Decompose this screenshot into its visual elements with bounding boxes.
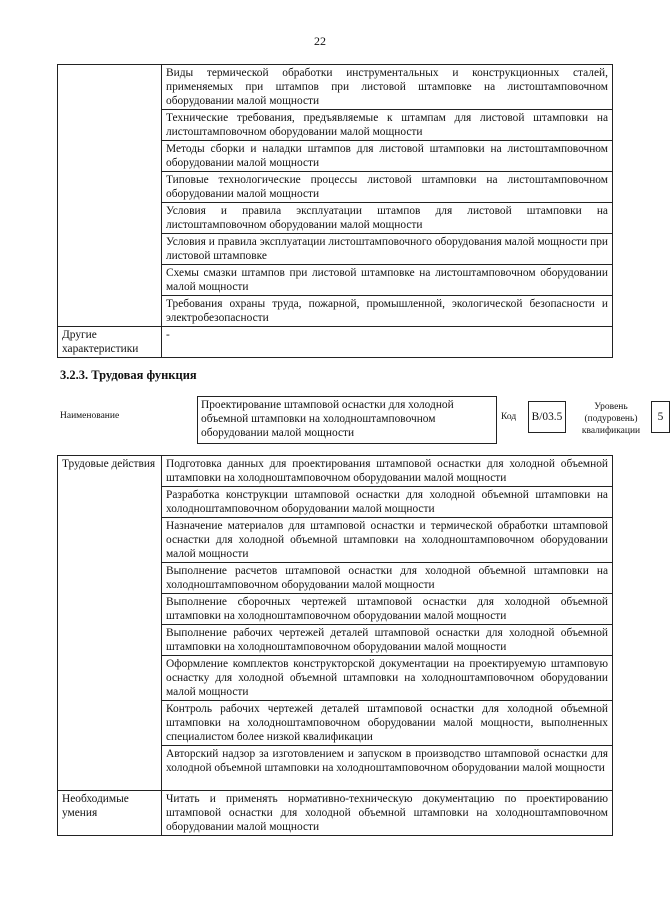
other-characteristics-label: Другие характеристики	[58, 327, 162, 358]
labor-actions-label: Трудовые действия	[58, 456, 162, 791]
labor-actions-table	[57, 455, 613, 836]
labor-action-item: Выполнение сборочных чертежей штамповой оснастки для холодной объемной штамповки на холодноштамповочном оборудовании малой мощности	[162, 594, 613, 625]
other-characteristics-value: -	[162, 327, 613, 358]
knowledge-item: Методы сборки и наладки штампов для листовой штамповки на листоштамповочном оборудовании малой мощности	[162, 141, 613, 172]
knowledge-item: Требования охраны труда, пожарной, промышленной, экологической безопасности и электробезопасности	[162, 296, 613, 327]
name-value: Проектирование штамповой оснастки для холодной объемной штамповки на холодноштамповочном оборудовании малой мощности	[197, 396, 497, 444]
knowledge-item: Технические требования, предъявляемые к штампам для листовой штамповки на листоштамповочном оборудовании малой мощности	[162, 110, 613, 141]
labor-action-item: Контроль рабочих чертежей деталей штамповой оснастки для холодной объемной штамповки на холодноштамповочном оборудовании малой мощности, выполненных специалистом более низкой квалификации	[162, 701, 613, 746]
labor-action-item: Подготовка данных для проектирования штамповой оснастки для холодной объемной штамповки на холодноштамповочном оборудовании малой мощности	[162, 456, 613, 487]
knowledge-item: Виды термической обработки инструментальных и конструкционных сталей, применяемых при штампов при листовой штамповке на листоштамповочном оборудовании малой мощности	[162, 65, 613, 110]
function-header	[57, 396, 664, 448]
name-label: Наименование	[60, 411, 120, 421]
code-value: B/03.5	[528, 401, 566, 433]
knowledge-item: Условия и правила эксплуатации листоштамповочного оборудования малой мощности при листовой штамповке	[162, 234, 613, 265]
labor-action-item: Авторский надзор за изготовлением и запуском в производство штамповой оснастки для холодной объемной штамповки на холодноштамповочном оборудовании малой мощности	[162, 746, 613, 791]
labor-action-item: Оформление комплектов конструкторской документации на проектируемую штамповую оснастку для холодной объемной штамповки на холодноштамповочном оборудовании малой мощности	[162, 656, 613, 701]
section-heading: 3.2.3. Трудовая функция	[60, 368, 197, 382]
knowledge-item: Схемы смазки штампов при листовой штамповке на листоштамповочном оборудовании малой мощности	[162, 265, 613, 296]
knowledge-label-cell	[58, 65, 162, 327]
skills-label: Необходимые умения	[58, 791, 162, 836]
page-number: 22	[314, 34, 326, 48]
knowledge-item: Условия и правила эксплуатации штампов для листовой штамповки на листоштамповочном оборудовании малой мощности	[162, 203, 613, 234]
skill-item: Читать и применять нормативно-техническую документацию по проектированию штамповой оснастки для холодной объемной штамповки на холодноштамповочном оборудовании малой мощности	[162, 791, 613, 836]
labor-action-item: Назначение материалов для штамповой оснастки и термической обработки штамповой оснастки для холодной объемной штамповки на холодноштамповочном оборудовании малой мощности	[162, 518, 613, 563]
labor-action-item: Выполнение расчетов штамповой оснастки для холодной объемной штамповки на холодноштамповочном оборудовании малой мощности	[162, 563, 613, 594]
labor-action-item: Выполнение рабочих чертежей деталей штамповой оснастки для холодной объемной штамповки на холодноштамповочном оборудовании малой мощности	[162, 625, 613, 656]
level-label: Уровень (подуровень) квалификации	[581, 402, 641, 436]
code-label: Код	[501, 412, 517, 422]
level-value: 5	[651, 401, 670, 433]
labor-action-item: Разработка конструкции штамповой оснастки для холодной объемной штамповки на холодноштамповочном оборудовании малой мощности	[162, 487, 613, 518]
knowledge-item: Типовые технологические процессы листовой штамповки на листоштамповочном оборудовании малой мощности	[162, 172, 613, 203]
knowledge-table	[57, 64, 613, 358]
